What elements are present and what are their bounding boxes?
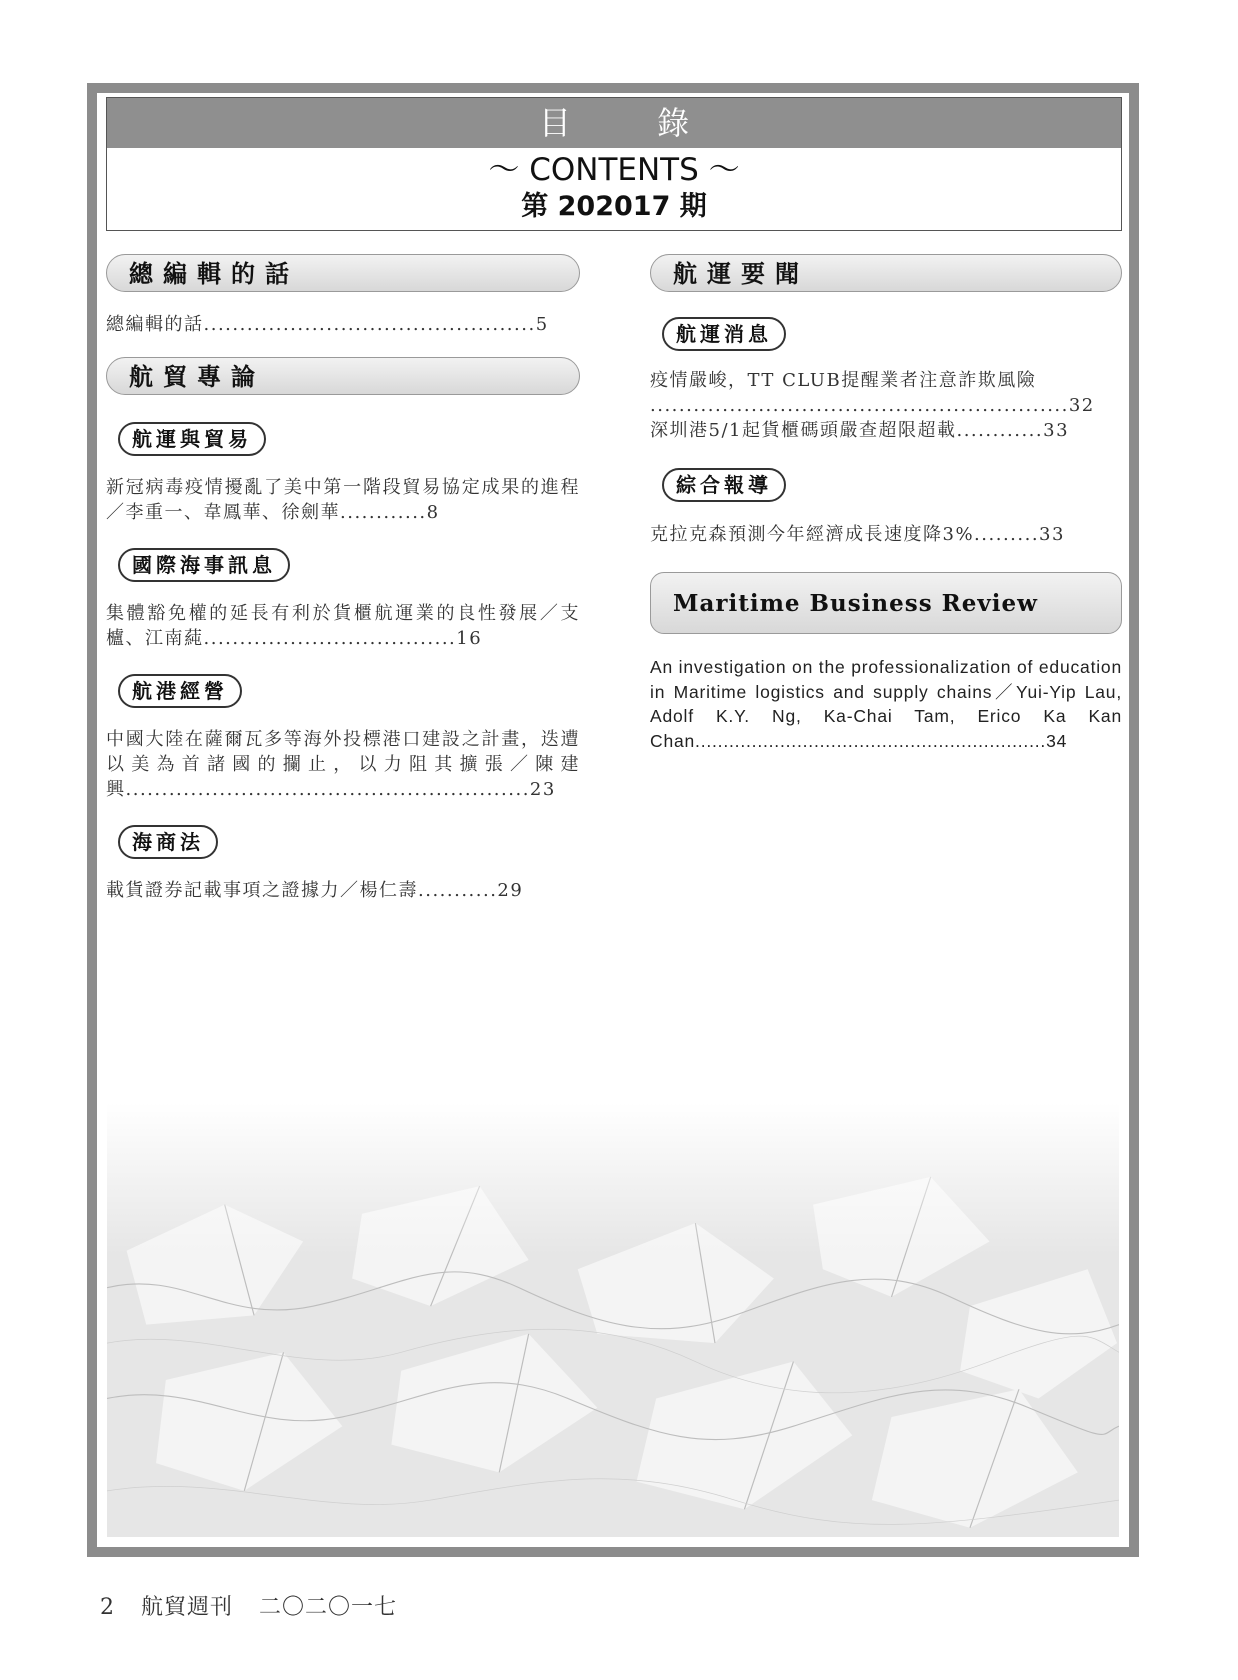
section-trade-commentary: 航貿專論 [106, 357, 580, 395]
left-column [106, 254, 580, 903]
marble-background-image [107, 1103, 1119, 1537]
toc-entry-tt-club-page[interactable]: ..........................................................32 [650, 395, 1095, 416]
page-footer [100, 1590, 415, 1621]
subsection-maritime-law: 海商法 [118, 825, 218, 859]
header-title-zh: 目 錄 [107, 98, 1121, 148]
footer-journal-name: 航貿週刊 [141, 1595, 234, 1620]
subsection-general-reports: 綜合報導 [662, 468, 786, 502]
section-editor-note: 總編輯的話 [106, 254, 580, 292]
toc-entry-el-salvador-ports[interactable]: 中國大陸在薩爾瓦多等海外投標港口建設之計畫，迭遭以美為首諸國的攔止，以力阻其擴張／陳建興........................................................23 [106, 729, 580, 800]
section-shipping-news: 航運要聞 [650, 254, 1122, 292]
subsection-shipping-trade: 航運與貿易 [118, 422, 266, 456]
toc-entry-clarksons[interactable]: 克拉克森預測今年經濟成長速度降3%.........33 [650, 524, 1065, 545]
footer-page-number: 2 [100, 1595, 115, 1620]
toc-entry-shenzhen-port[interactable]: 深圳港5/1起貨櫃碼頭嚴查超限超載............33 [650, 420, 1070, 441]
subsection-intl-maritime-news: 國際海事訊息 [118, 548, 290, 582]
toc-entry-mbr-article[interactable]: An investigation on the professionalization of education in Maritime logistics and supply chains／Yui-Yip Lau, Adolf K.Y. Ng, Ka-Chai Tam, Erico Ka Kan Chan..............................................................34 [650, 657, 1122, 751]
section-maritime-business-review: Maritime Business Review [650, 572, 1122, 634]
toc-entry-trade-deal[interactable]: 新冠病毒疫情擾亂了美中第一階段貿易協定成果的進程／李重一、韋鳳華、徐劍華............8 [106, 477, 580, 523]
toc-entry-block-exemption[interactable]: 集體豁免權的延長有利於貨櫃航運業的良性發展／支櫨、江南蒓...................................16 [106, 603, 580, 649]
footer-issue-text: 二〇二〇一七 [259, 1595, 398, 1620]
issue-number: 第 202017 期 [521, 191, 707, 222]
right-column [650, 254, 1122, 753]
toc-entry-editor-note[interactable]: 總編輯的話..............................................5 [106, 314, 549, 335]
header-title-en: ～ CONTENTS ～ [488, 152, 740, 188]
toc-entry-tt-club[interactable]: 疫情嚴峻，TT CLUB提醒業者注意詐欺風險 [650, 370, 1037, 391]
subsection-shipping-updates: 航運消息 [662, 317, 786, 351]
toc-entry-bill-of-lading[interactable]: 載貨證券記載事項之證據力／楊仁壽...........29 [106, 880, 524, 901]
subsection-port-management: 航港經營 [118, 674, 242, 708]
contents-header [106, 97, 1122, 231]
